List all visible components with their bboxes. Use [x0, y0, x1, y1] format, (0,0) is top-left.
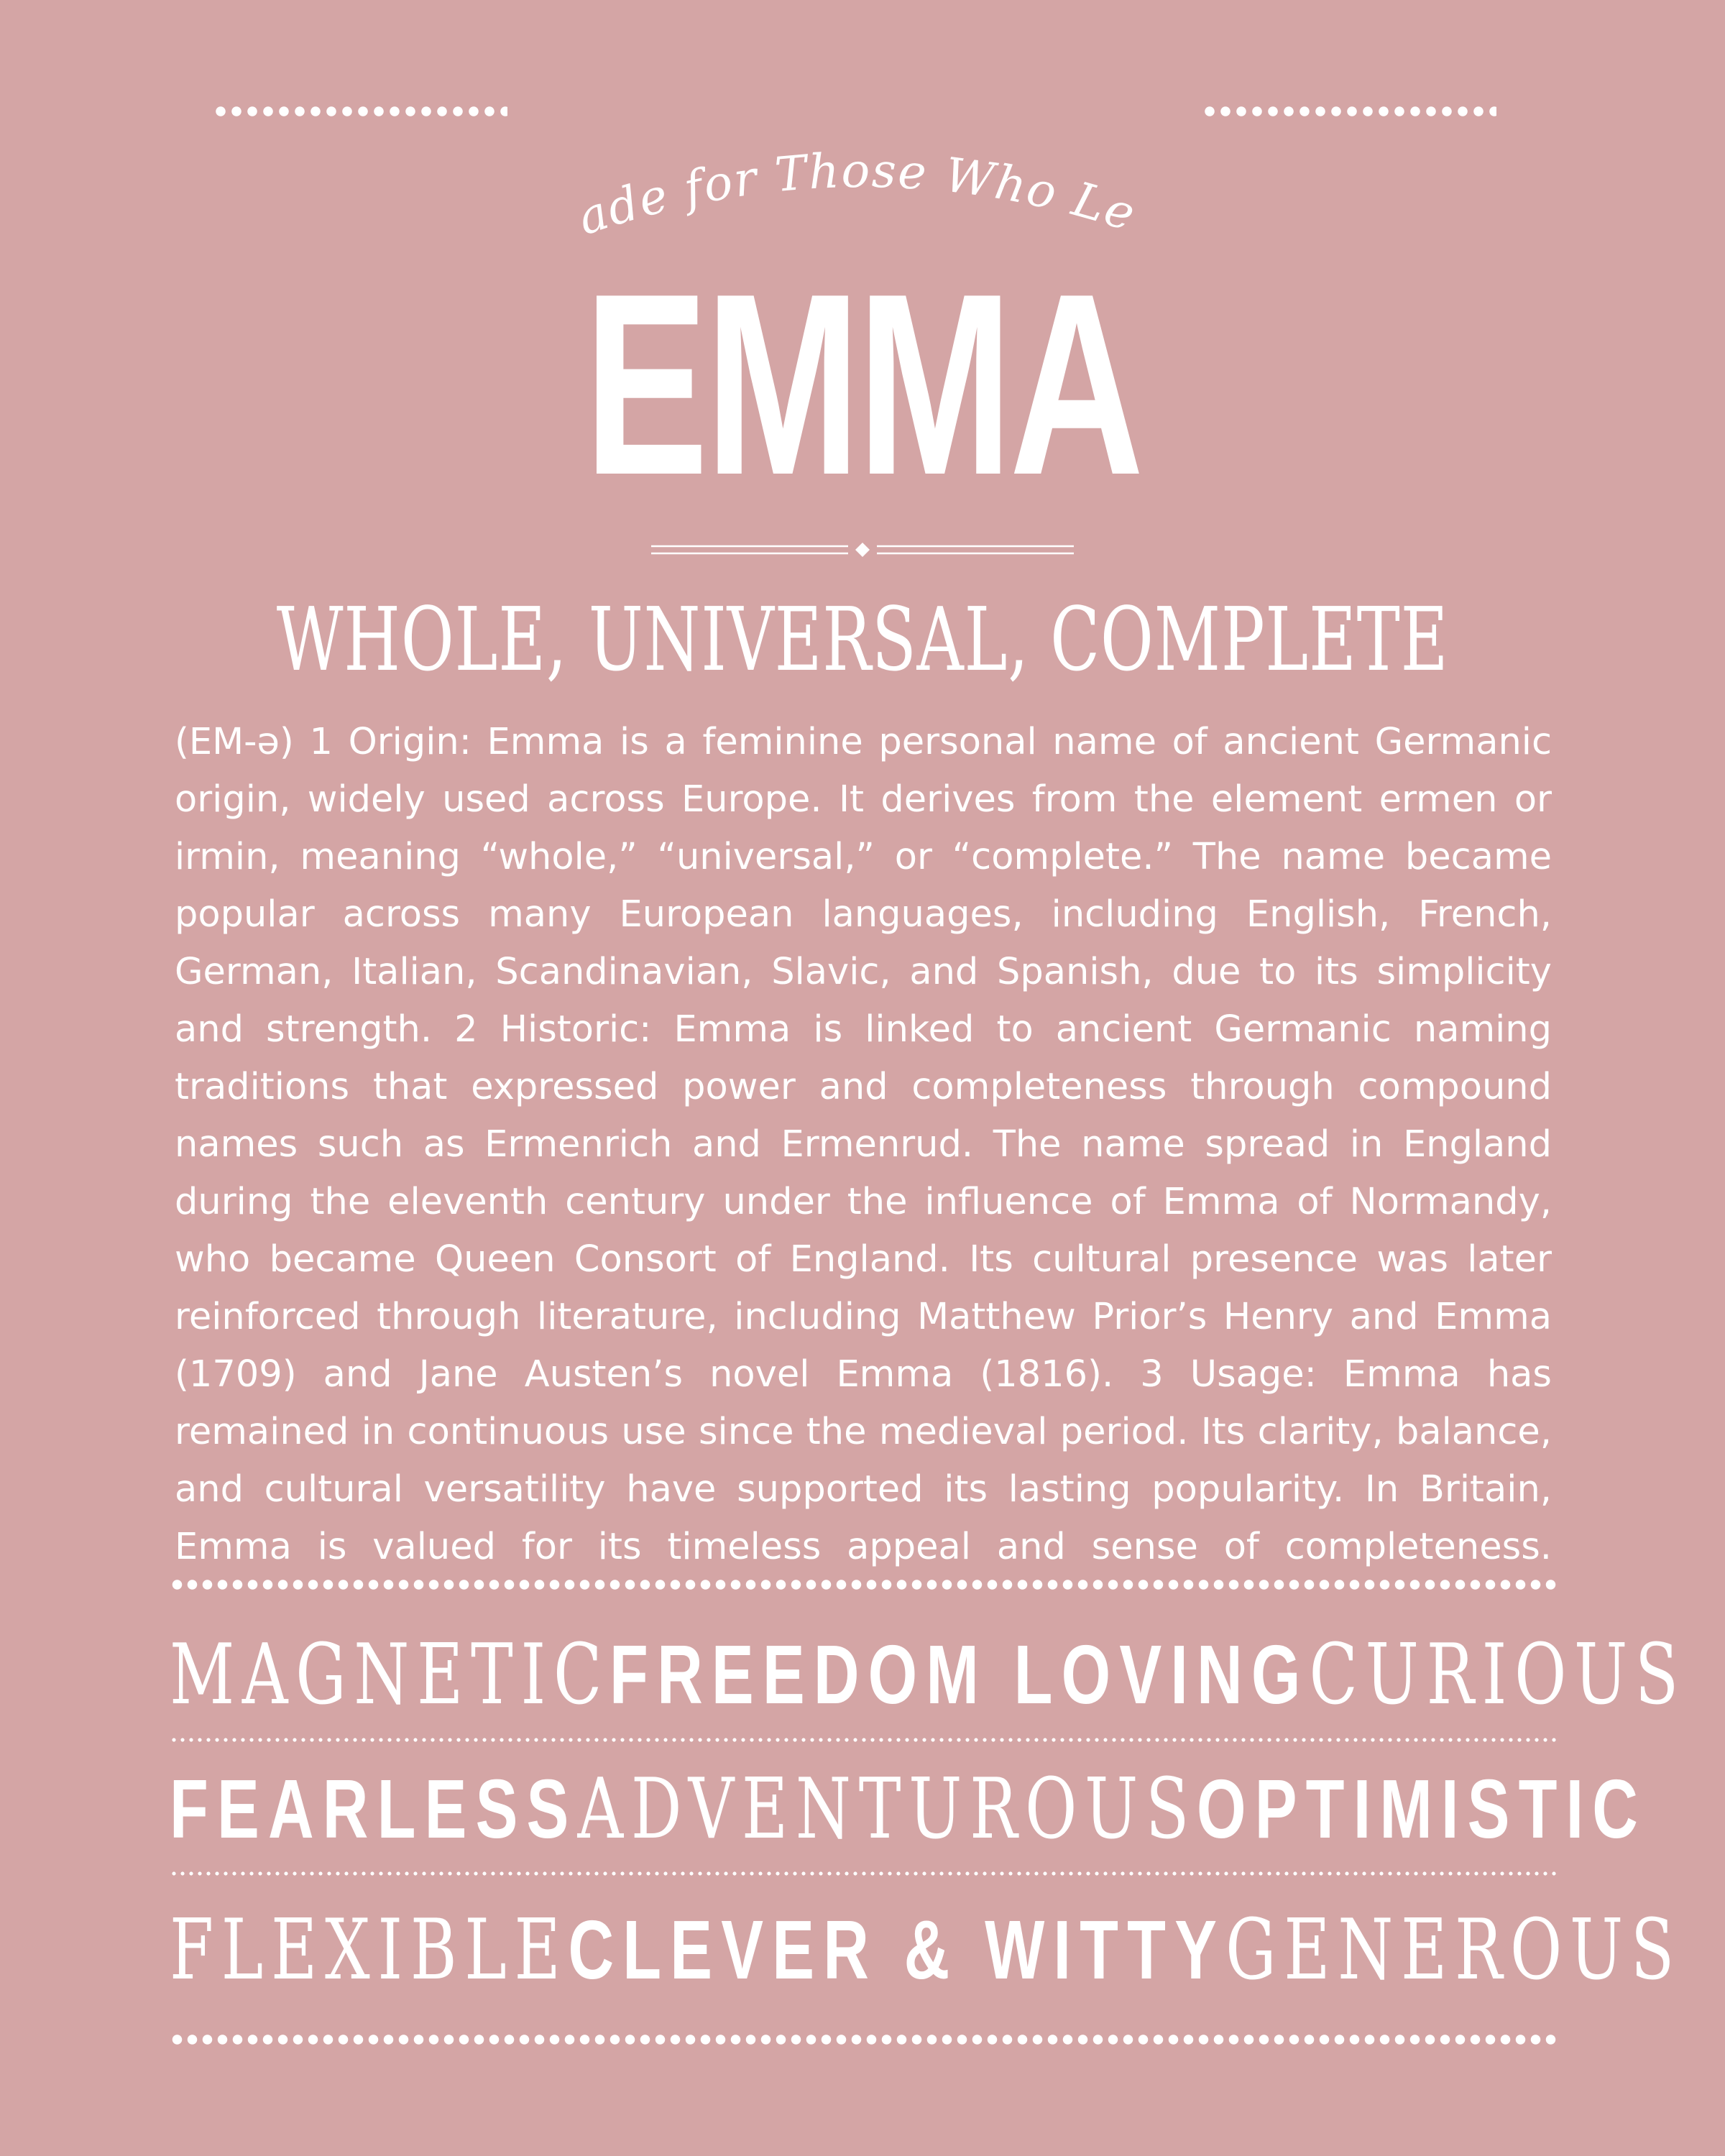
trait-adventurous: ADVENTUROUS [577, 1761, 1197, 1858]
traits-bottom-dotted-rule [170, 2034, 1558, 2045]
tagline [561, 111, 1164, 255]
name-meaning: WHOLE, UNIVERSAL, COMPLETE [276, 589, 1449, 691]
trait-magnetic: MAGNETIC [170, 1626, 610, 1723]
svg-text:Made for Those Who Lead [561, 111, 1143, 246]
ornament-divider [647, 535, 1078, 564]
header-dotted-rule-right [1202, 106, 1496, 116]
name-title: EMMA [584, 240, 1141, 529]
header-dotted-rule-left [213, 106, 507, 116]
trait-freedom-loving: FREEDOM LOVING [610, 1628, 1310, 1721]
trait-curious: CURIOUS [1309, 1626, 1686, 1723]
trait-separator-2 [170, 1871, 1557, 1876]
tagline-arc [561, 111, 1164, 255]
name-description: (EM-ə) 1 Origin: Emma is a feminine personal name of ancient Germanic origin, widely used across Europe. It derives from the element ermen or irmin, meaning “whole,” “universal,” or “complete.” The name became popular across many European languages, including English, French, German, Italian, Scandinavian, Slavic, and Spanish, due to its simplicity and strength. 2 Historic: Emma is linked to ancient Germanic naming traditions that expressed power and completeness through compound names such as Ermenrich and Ermenrud. The name spread in England during the eleventh century under the influence of Emma of Normandy, who became Queen Consort of England. Its cultural presence was later reinforced through literature, including Matthew Prior’s Henry and Emma (1709) and Jane Austen’s novel Emma (1816). 3 Usage: Emma has remained in continuous use since the medieval period. Its clarity, balance, and cultural versatility have supported its lasting popularity. In Britain, Emma is valued for its timeless appeal and sense of completeness. [175, 721, 1552, 1568]
diamond-icon [855, 543, 870, 557]
trait-flexible: FLEXIBLE [170, 1902, 569, 1999]
traits-top-dotted-rule [170, 1579, 1558, 1590]
trait-fearless: FEARLESS [170, 1762, 578, 1856]
trait-row-2 [0, 1762, 1725, 1856]
tagline-text: ade for Those Who Le [571, 142, 1143, 247]
trait-optimistic: OPTIMISTIC [1196, 1762, 1647, 1856]
trait-clever-witty: CLEVER & WITTY [568, 1903, 1226, 1996]
trait-row-3 [0, 1902, 1725, 1999]
trait-row-1 [0, 1628, 1725, 1721]
trait-separator-1 [170, 1738, 1557, 1742]
trait-generous: GENEROUS [1225, 1902, 1682, 1999]
